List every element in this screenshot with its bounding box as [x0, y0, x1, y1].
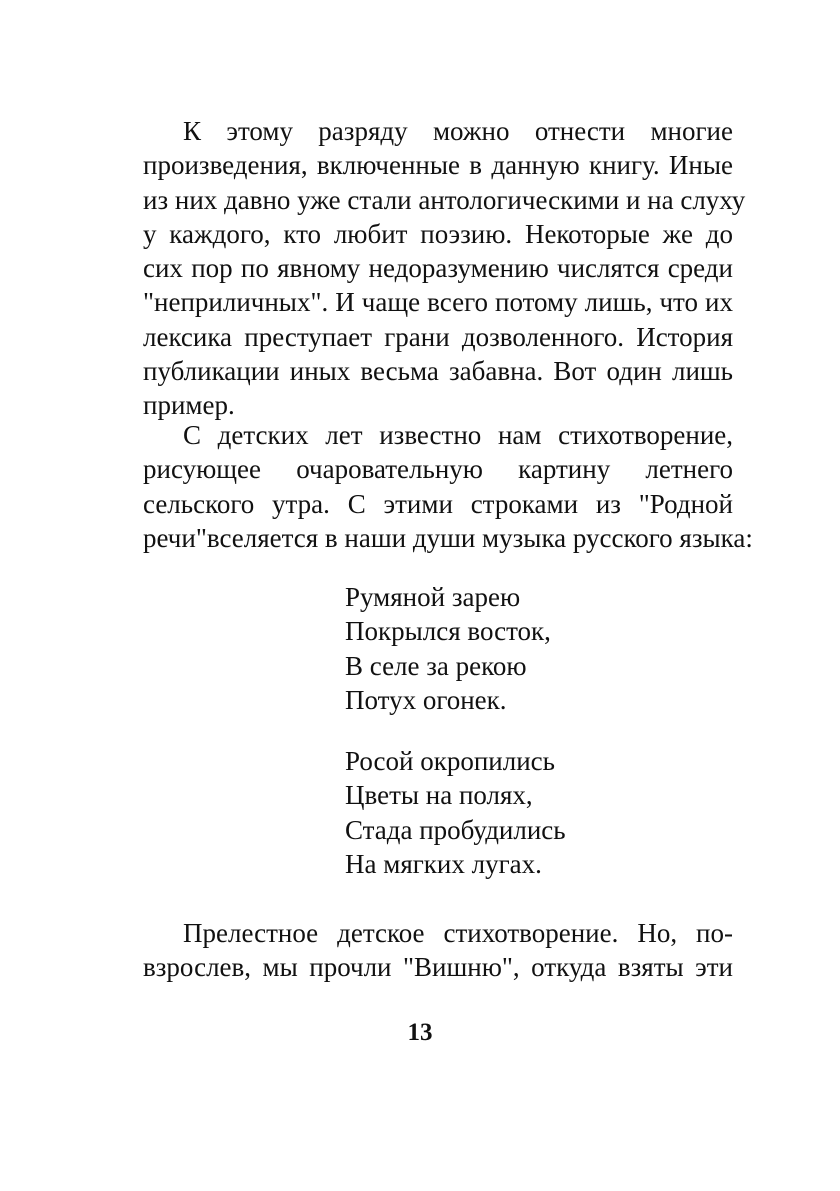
poem-line: В селе за рекою	[345, 650, 527, 681]
poem-line: Стада пробудились	[345, 814, 566, 845]
poem-stanza-1	[345, 580, 551, 717]
paragraph-1-line-8: публикации иных весьма забавна. Вот один лишь	[143, 356, 733, 387]
paragraph-3-line-1: Прелестное детское стихотворение. Но, по-	[183, 918, 733, 948]
paragraph-1-line-1: К этому разряду можно отнести многие	[183, 116, 733, 146]
poem-line: Росой окропились	[345, 746, 555, 776]
paragraph-1-line-7: лексика преступает грани дозволенного. История	[143, 321, 733, 352]
poem-line: На мягких лугах.	[345, 848, 542, 879]
paragraph-1-line-6: "неприличных". И чаще всего потому лишь, что их	[143, 287, 733, 318]
paragraph-2-line-1: С детских лет известно нам стихотворение,	[183, 420, 733, 450]
paragraph-3	[143, 916, 733, 985]
paragraph-2-line-3: сельского утра. С этими строками из "Родной	[143, 488, 733, 519]
paragraph-2-line-4: речи"вселяется в наши души музыка русского языка:	[143, 522, 753, 553]
poem-line: Румяной зарею	[345, 582, 521, 612]
paragraph-2	[143, 418, 753, 555]
paragraph-3-line-2: взрослев, мы прочли "Вишню", откуда взяты эти	[143, 952, 733, 983]
paragraph-1-line-4: у каждого, кто любит поэзию. Некоторые же до	[143, 218, 733, 249]
paragraph-1-line-9: пример.	[143, 390, 235, 421]
poem-stanza-2	[345, 744, 566, 881]
paragraph-1	[143, 114, 746, 423]
poem-line: Цветы на полях,	[345, 780, 533, 811]
paragraph-1-line-5: сих пор по явному недоразумению числятся среди	[143, 253, 733, 284]
paragraph-1-line-2: произведения, включенные в данную книгу. Иные	[143, 150, 733, 181]
poem-line: Потух огонек.	[345, 684, 507, 715]
page-number: 13	[407, 1019, 433, 1046]
poem-line: Покрылся восток,	[345, 616, 551, 647]
paragraph-2-line-2: рисующее очаровательную картину летнего	[143, 454, 733, 485]
paragraph-1-line-3: из них давно уже стали антологическими и на слуху	[143, 184, 746, 215]
